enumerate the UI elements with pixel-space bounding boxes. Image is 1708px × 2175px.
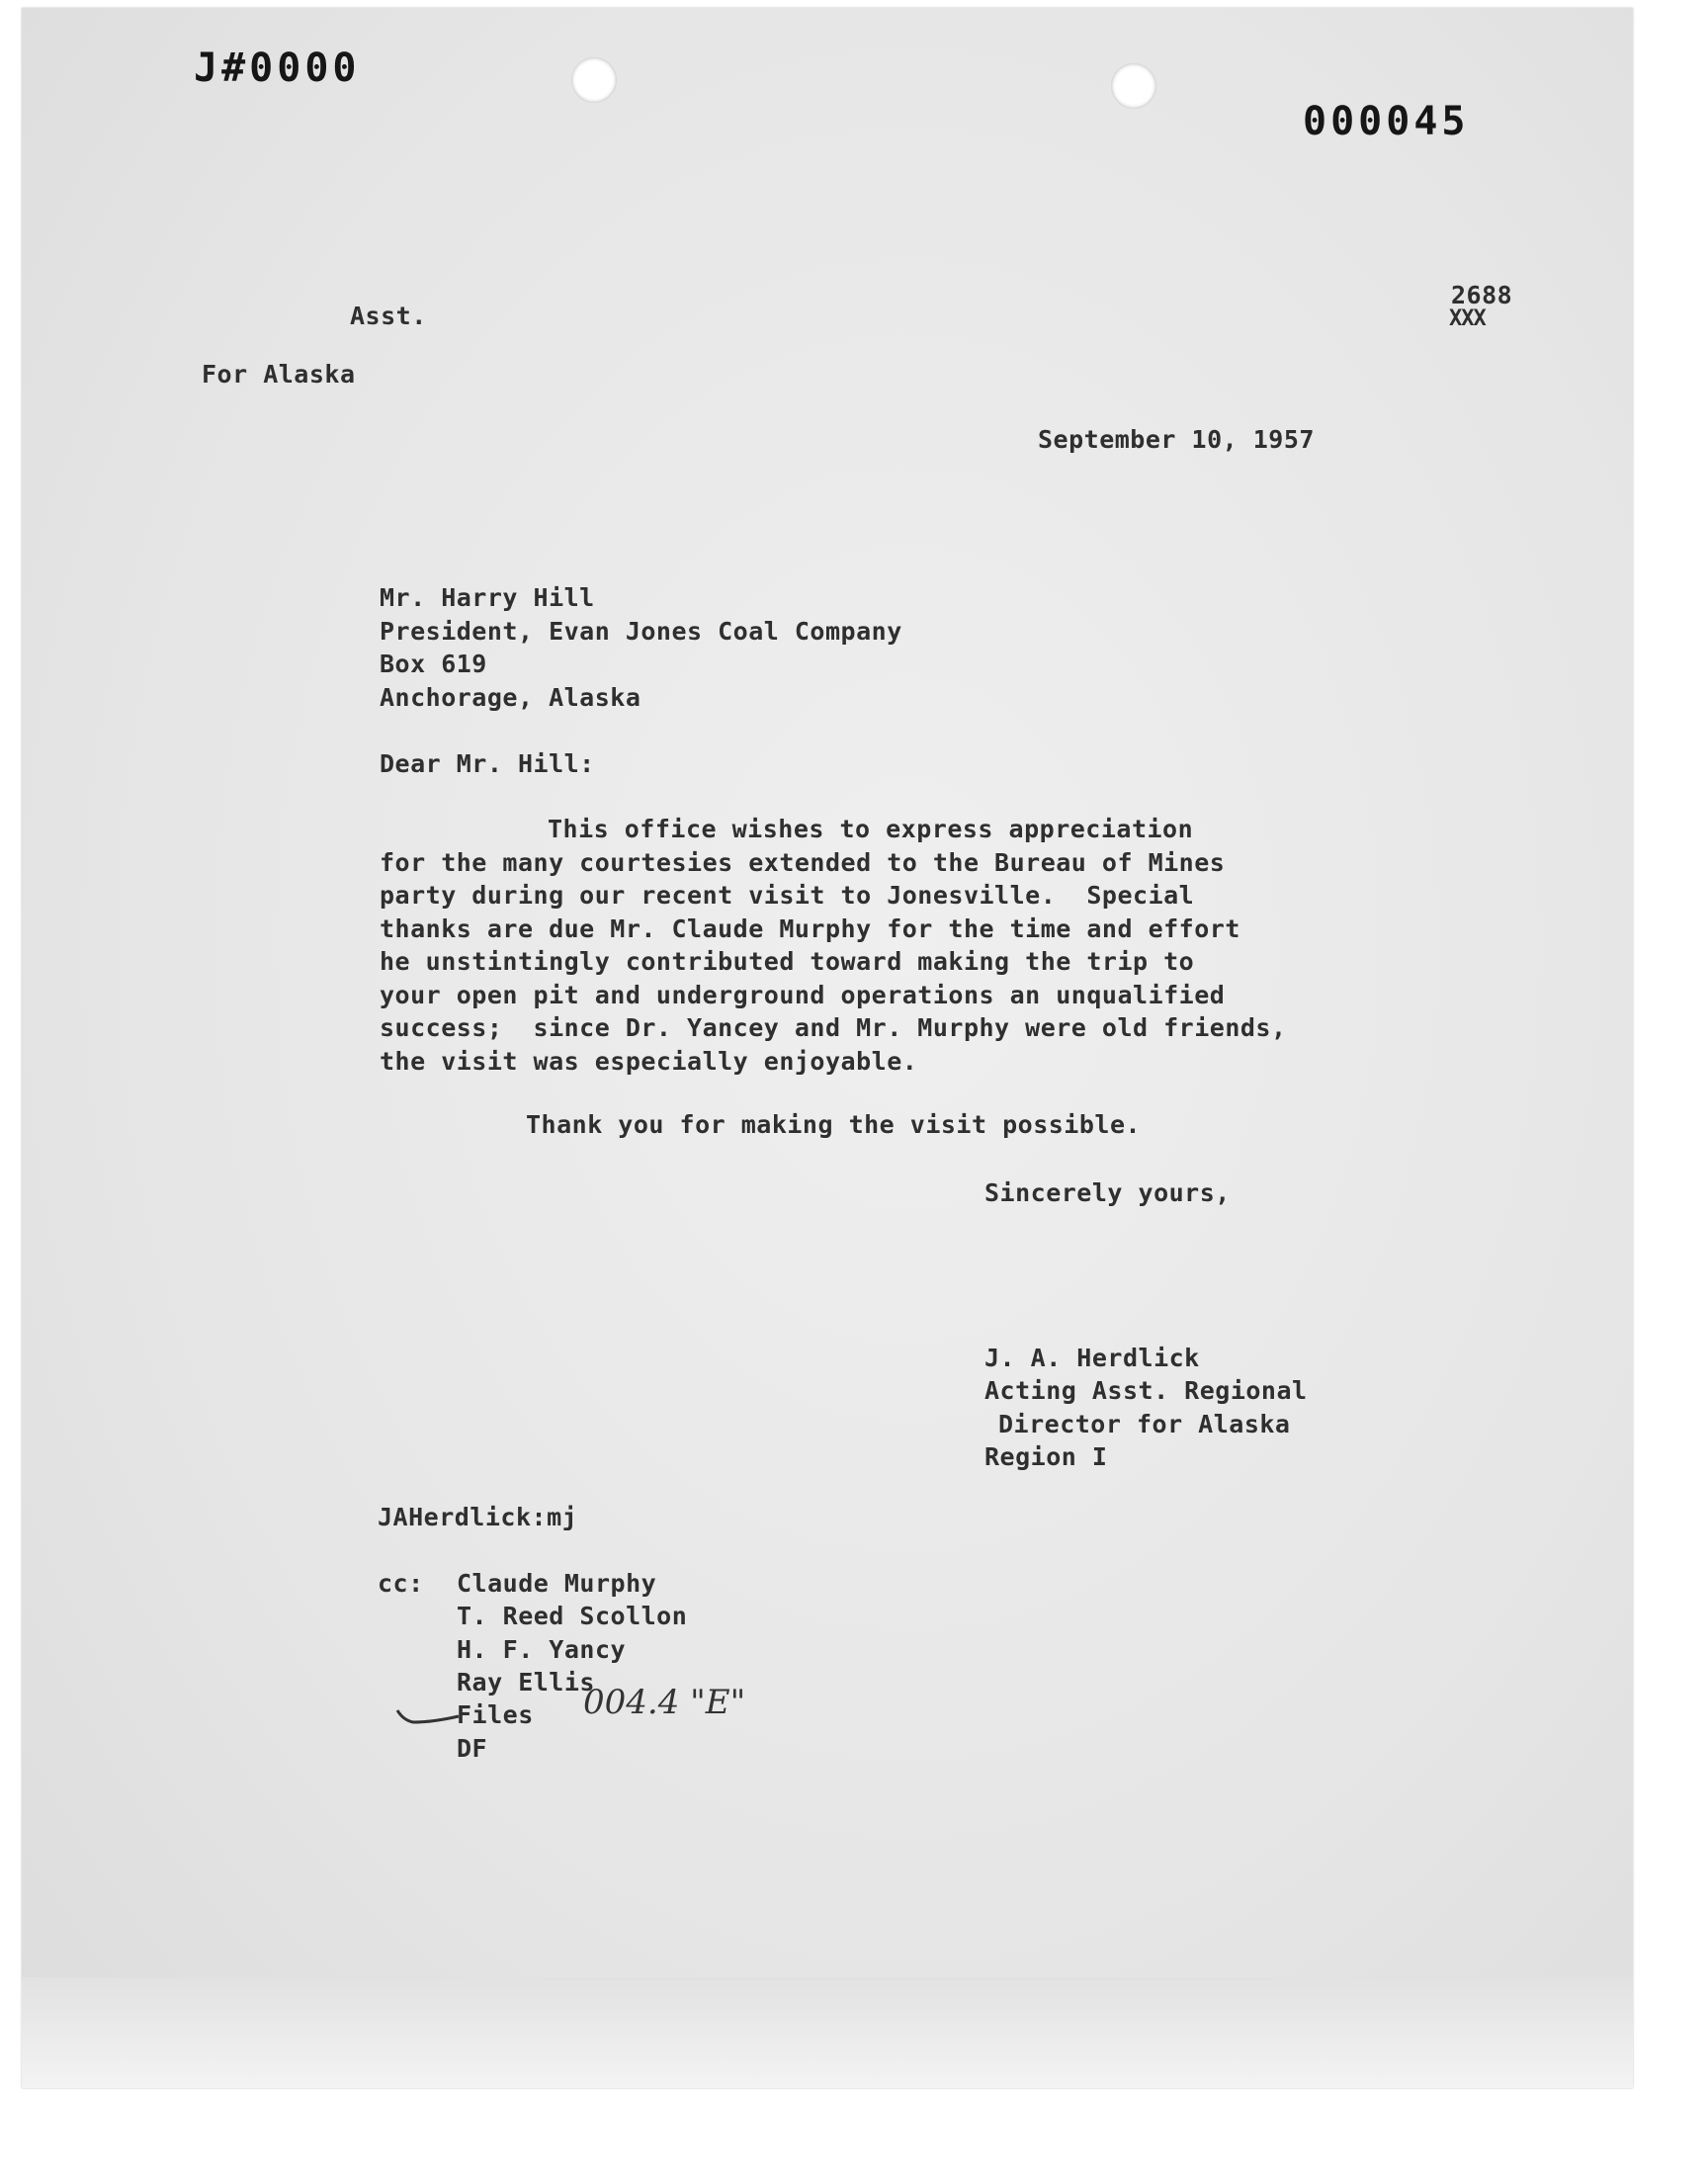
scan-bottom-strip [22, 1977, 1633, 2088]
reference-initials: JAHerdlick:mj [378, 1503, 578, 1531]
signer-title: Director for Alaska [998, 1410, 1291, 1438]
checkmark-icon [393, 1696, 463, 1730]
cc-name: T. Reed Scollon [457, 1602, 688, 1630]
cc-name: H. F. Yancy [457, 1635, 627, 1664]
stamp-top-left: J#0000 [194, 45, 361, 91]
punch-hole-left [571, 57, 617, 103]
cc-name: Claude Murphy [457, 1569, 657, 1598]
body-line: your open pit and underground operations an unqualified [380, 981, 1226, 1009]
cc-name: Files [457, 1700, 534, 1729]
recipient-line: Anchorage, Alaska [380, 683, 641, 712]
body-line: for the many courtesies extended to the Bureau of Mines [380, 848, 1226, 877]
cc-name: DF [457, 1734, 488, 1763]
signer-name: J. A. Herdlick [984, 1344, 1200, 1372]
handwritten-file-note: 004.4 "E" [583, 1683, 746, 1722]
file-number: 2688 [1451, 281, 1513, 309]
cc-label: cc: [378, 1569, 424, 1598]
body-line: thanks are due Mr. Claude Murphy for the time and effort [380, 914, 1240, 943]
body-line: party during our recent visit to Jonesville. Special [380, 881, 1195, 910]
file-number-strike: XXX [1449, 306, 1486, 331]
cc-name: Ray Ellis [457, 1668, 595, 1696]
for-alaska-label: For Alaska [202, 360, 356, 389]
recipient-line: President, Evan Jones Coal Company [380, 617, 902, 646]
stamp-top-right: 000045 [1303, 99, 1470, 144]
body-line: success; since Dr. Yancey and Mr. Murphy were old friends, [380, 1013, 1287, 1042]
salutation: Dear Mr. Hill: [380, 749, 595, 778]
recipient-line: Box 619 [380, 650, 487, 678]
letter-date: September 10, 1957 [1038, 425, 1315, 454]
body-line: he unstintingly contributed toward making the trip to [380, 947, 1195, 976]
body-line: the visit was especially enjoyable. [380, 1047, 918, 1076]
signer-title: Acting Asst. Regional [984, 1376, 1308, 1405]
closing: Sincerely yours, [984, 1178, 1231, 1207]
asst-label: Asst. [350, 302, 427, 330]
punch-hole-right [1111, 63, 1156, 109]
recipient-line: Mr. Harry Hill [380, 583, 595, 612]
body-paragraph-2: Thank you for making the visit possible. [526, 1110, 1142, 1139]
body-line: This office wishes to express appreciation [548, 815, 1194, 843]
signer-title: Region I [984, 1442, 1108, 1471]
